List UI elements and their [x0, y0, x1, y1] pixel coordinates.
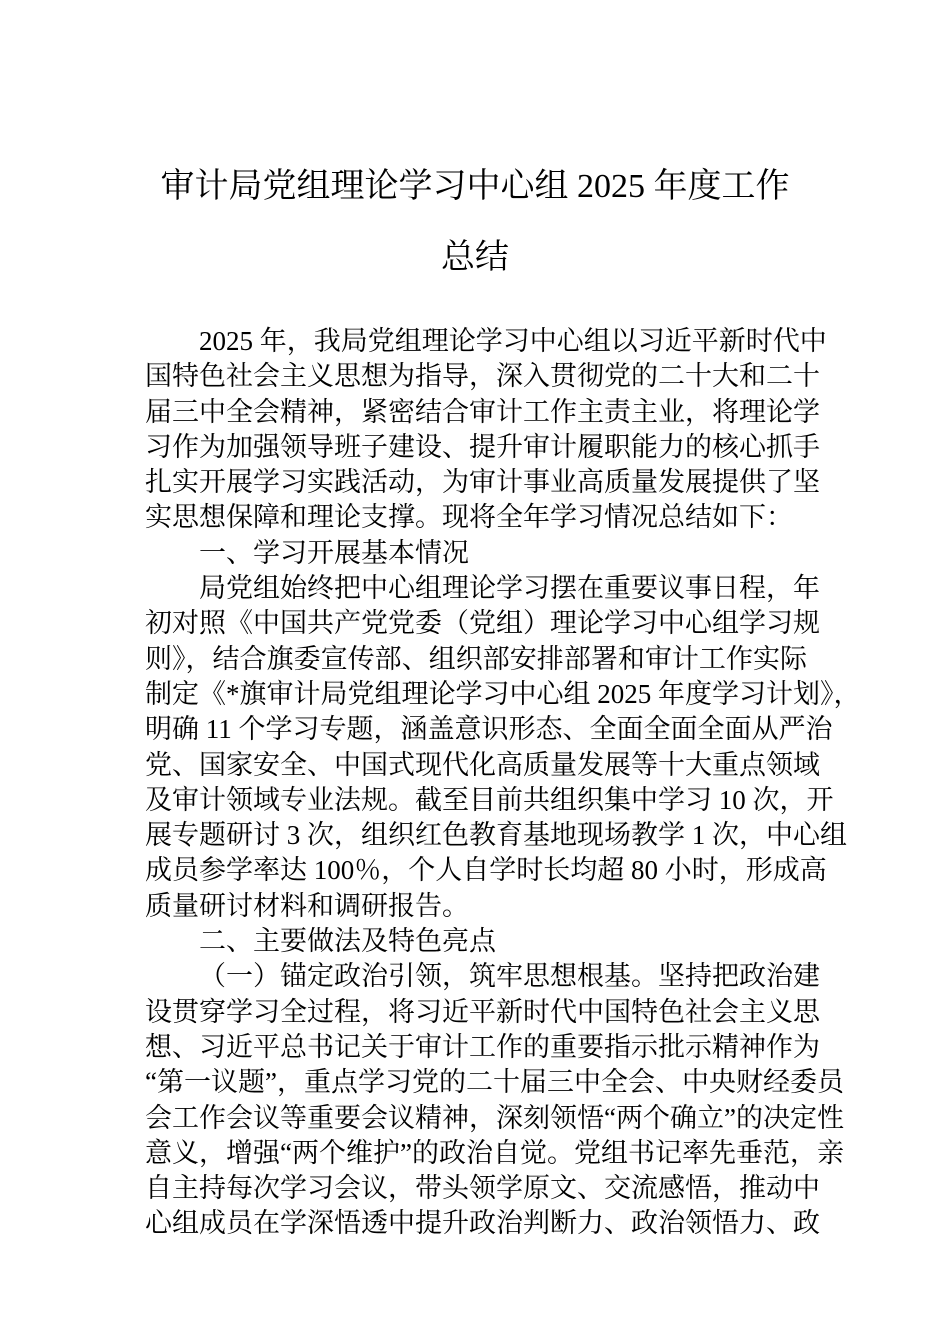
text-line: 会工作会议等重要会议精神，深刻领悟“两个确立”的决定性: [145, 1102, 844, 1133]
paragraph: [145, 324, 827, 536]
text-line: 制定《*旗审计局党组理论学习中心组 2025 年度学习计划》，: [145, 678, 861, 709]
section-heading: [145, 536, 807, 571]
text-line: 想、习近平总书记关于审计工作的重要指示批示精神作为: [145, 1031, 820, 1062]
text-line: 届三中全会精神，紧密结合审计工作主责主业，将理论学: [145, 396, 820, 427]
text-line: 扎实开展学习实践活动，为审计事业高质量发展提供了坚: [145, 467, 820, 498]
text-line: 国特色社会主义思想为指导，深入贯彻党的二十大和二十: [145, 361, 820, 392]
paragraph: [145, 959, 844, 1241]
text-line: 则》，结合旗委宣传部、组织部安排部署和审计工作实际: [145, 643, 807, 674]
text-line: 习作为加强领导班子建设、提升审计履职能力的核心抓手: [145, 431, 820, 462]
text-line: 成员参学率达 100％，个人自学时长均超 80 小时，形成高: [145, 855, 827, 886]
text-line: 实思想保障和理论支撑。现将全年学习情况总结如下：: [145, 502, 793, 533]
text-line: 明确 11 个学习专题，涵盖意识形态、全面全面全面从严治: [145, 714, 833, 745]
text-line: 自主持每次学习会议，带头领学原文、交流感悟，推动中: [145, 1173, 820, 1204]
text-line: 初对照《中国共产党党委（党组）理论学习中心组学习规: [145, 608, 820, 639]
text-line: 局党组始终把中心组理论学习摆在重要议事日程，年: [199, 573, 820, 604]
text-line: 意义，增强“两个维护”的政治自觉。党组书记率先垂范，亲: [145, 1137, 844, 1168]
text-line: 二、主要做法及特色亮点: [199, 926, 496, 957]
text-line: 展专题研讨 3 次，组织红色教育基地现场教学 1 次，中心组: [145, 820, 847, 851]
text-line: “第一议题”，重点学习党的二十届三中全会、中央财经委员: [145, 1067, 844, 1098]
text-line: 质量研讨材料和调研报告。: [145, 890, 469, 921]
text-line: 一、学习开展基本情况: [199, 537, 469, 568]
text-line: （一）锚定政治引领，筑牢思想根基。坚持把政治建: [199, 961, 820, 992]
text-line: 党、国家安全、中国式现代化高质量发展等十大重点领域: [145, 749, 820, 780]
text-line: 设贯穿学习全过程，将习近平新时代中国特色社会主义思: [145, 996, 820, 1027]
document-body: [145, 324, 861, 1242]
section-heading: [145, 924, 807, 959]
document-title-line-1: 审计局党组理论学习中心组 2025 年度工作: [160, 168, 790, 205]
text-line: 心组成员在学深悟透中提升政治判断力、政治领悟力、政: [145, 1208, 820, 1239]
paragraph: [145, 571, 861, 924]
text-line: 及审计领域专业法规。截至目前共组织集中学习 10 次，开: [145, 784, 834, 815]
document-title-line-2: 总结: [441, 239, 509, 276]
text-line: 2025 年，我局党组理论学习中心组以习近平新时代中: [199, 326, 827, 356]
